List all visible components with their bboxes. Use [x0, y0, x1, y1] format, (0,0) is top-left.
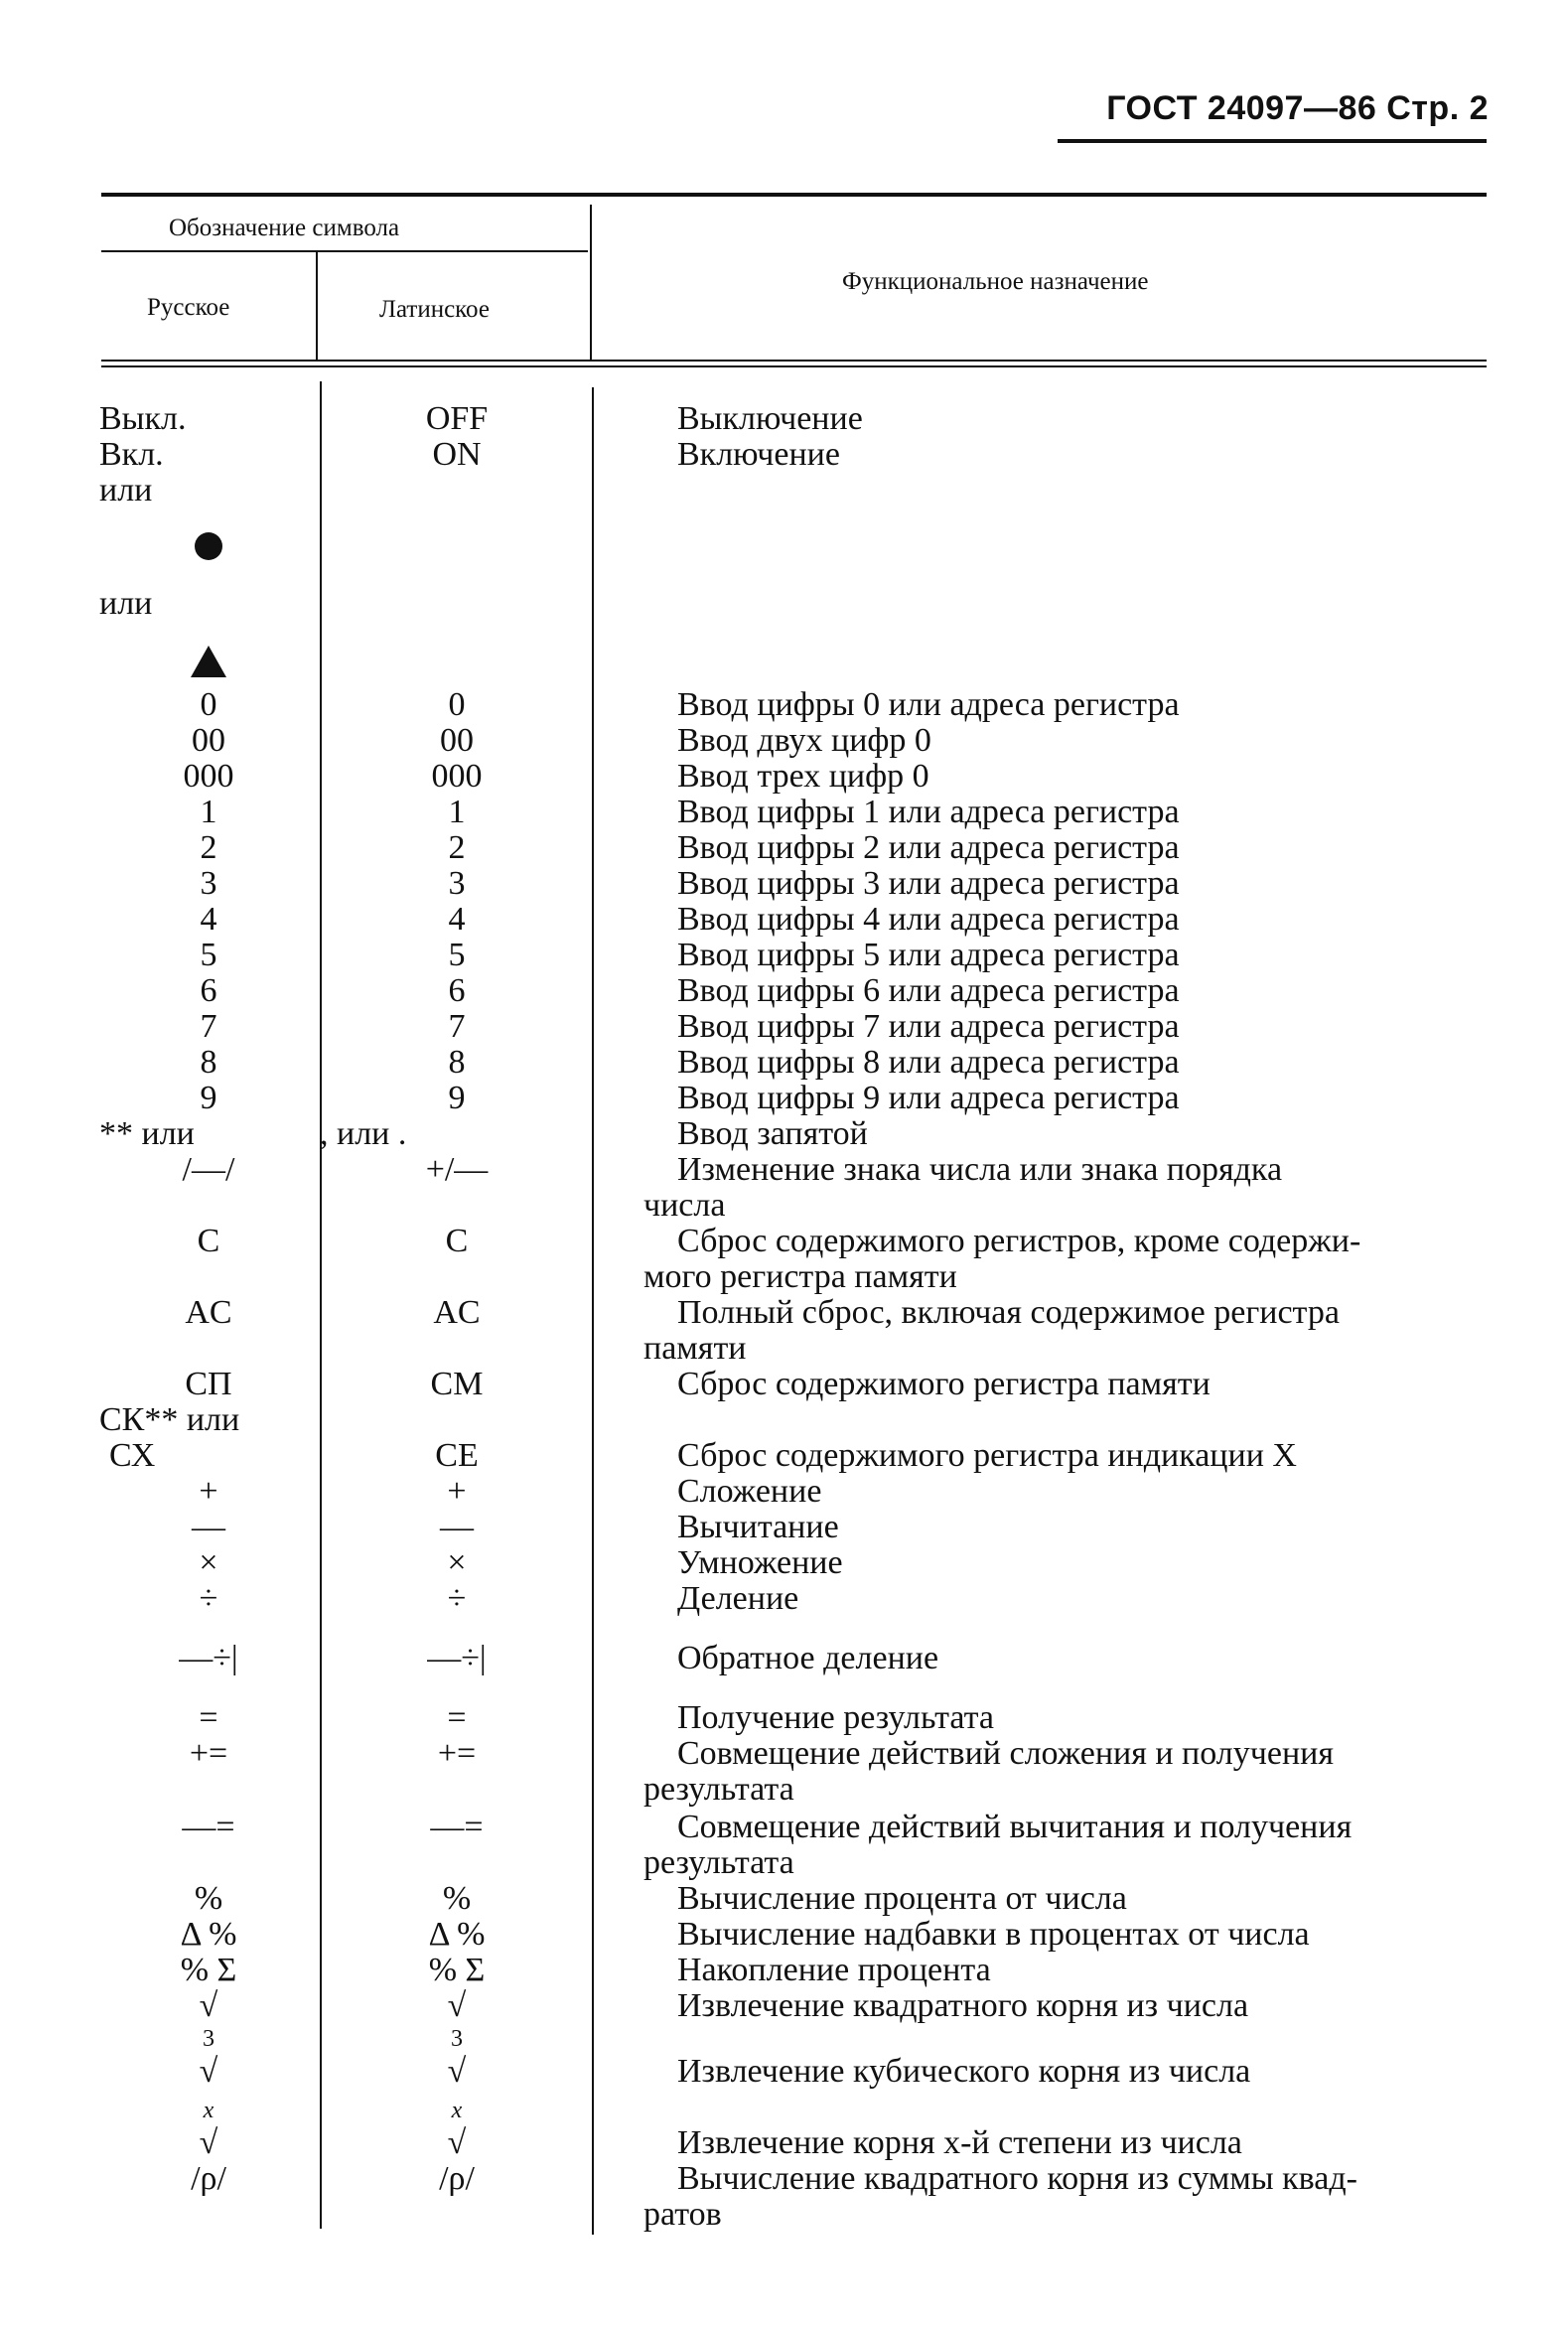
ru-cell: 00	[192, 722, 225, 759]
triangle-icon	[99, 646, 318, 685]
header-double-rule-2	[101, 365, 1487, 367]
la-cell: Δ %	[428, 1916, 486, 1953]
fn-line: Совмещение действий вычитания и получения	[677, 1809, 1353, 1845]
ru-cell: +	[199, 1473, 218, 1510]
la-cell: , или .	[320, 1115, 407, 1152]
fn-cell: Ввод цифры 7 или адреса регистра	[677, 1008, 1180, 1045]
la-cell: 0	[448, 686, 466, 723]
fn-line: Совмещение действий сложения и получения	[677, 1735, 1334, 1772]
fn-line-cont: результата	[643, 1844, 794, 1881]
la-cell: 9	[448, 1080, 466, 1116]
fn-cell: Сложение	[677, 1473, 822, 1510]
fn-cell: Деление	[677, 1580, 799, 1617]
ru-cell: =	[199, 1699, 218, 1736]
fn-cell: Извлечение квадратного корня из числа	[677, 1987, 1249, 2024]
fn-cell: Сброс содержимого регистра памяти	[677, 1366, 1211, 1402]
ru-cell: ÷	[199, 1580, 218, 1617]
ru-cell: или	[99, 585, 153, 622]
fn-line-cont: памяти	[643, 1330, 747, 1367]
ru-cell: 0	[200, 686, 217, 723]
ru-cell: —÷|	[179, 1640, 238, 1676]
fn-cell	[643, 2161, 1488, 2233]
fn-cell: Ввод двух цифр 0	[677, 722, 931, 759]
fn-cell: Ввод запятой	[677, 1115, 868, 1152]
la-cell: 3	[448, 865, 466, 902]
la-cell: √	[447, 2124, 467, 2161]
header-subrule	[101, 250, 588, 252]
header-latin: Латинское	[379, 296, 490, 323]
fn-cell: Ввод цифры 4 или адреса регистра	[677, 901, 1180, 938]
ru-cell: 2	[200, 829, 217, 866]
fn-line-cont: мого регистра памяти	[643, 1258, 957, 1295]
circle-icon	[99, 532, 318, 568]
ru-cell: СП	[185, 1366, 232, 1402]
ru-cell: √	[199, 2053, 218, 2090]
ru-sup: x	[203, 2098, 214, 2123]
la-cell: 5	[448, 937, 466, 973]
ru-cell: —=	[182, 1809, 235, 1845]
ru-cell: 6	[200, 972, 217, 1009]
fn-cell: Ввод цифры 6 или адреса регистра	[677, 972, 1180, 1009]
la-cell: AC	[433, 1294, 481, 1331]
header-russian: Русское	[147, 294, 230, 321]
la-cell: √	[447, 1987, 467, 2024]
la-cell: +	[447, 1473, 467, 1510]
fn-cell: Сброс содержимого регистра индикации X	[677, 1437, 1297, 1474]
la-cell: —÷|	[427, 1640, 487, 1676]
la-cell: 4	[448, 901, 466, 938]
ru-cell: или	[99, 472, 153, 509]
la-cell: ×	[447, 1544, 467, 1581]
fn-cell: Ввод цифры 3 или адреса регистра	[677, 865, 1180, 902]
la-cell: OFF	[425, 400, 489, 437]
ru-cell: %	[194, 1880, 223, 1917]
fn-line-cont: результата	[643, 1771, 794, 1808]
la-cell: —=	[430, 1809, 484, 1845]
ru-cell: AC	[185, 1294, 232, 1331]
fn-cell: Ввод цифры 5 или адреса регистра	[677, 937, 1180, 973]
ru-cell: /—/	[182, 1151, 235, 1188]
header-symbol: Обозначение символа	[169, 215, 400, 241]
la-cell: 6	[448, 972, 466, 1009]
la-cell: % Σ	[428, 1952, 486, 1988]
fn-cell	[643, 1295, 1488, 1367]
fn-cell: Ввод трех цифр 0	[677, 758, 929, 795]
la-cell: CE	[435, 1437, 479, 1474]
page-header: ГОСТ 24097—86 Стр. 2	[1106, 89, 1489, 127]
fn-line-cont: ратов	[643, 2196, 722, 2233]
fn-cell: Обратное деление	[677, 1640, 939, 1676]
la-sup: 3	[451, 2026, 463, 2052]
la-cell: 1	[448, 794, 466, 830]
ru-cell: 7	[200, 1008, 217, 1045]
column-divider-2	[592, 387, 594, 2235]
ru-cell: 1	[200, 794, 217, 830]
fn-cell: Вычисление процента от числа	[677, 1880, 1127, 1917]
ru-cell: 4	[200, 901, 217, 938]
la-cell: C	[445, 1223, 469, 1259]
fn-cell: Ввод цифры 1 или адреса регистра	[677, 794, 1180, 830]
fn-cell: Умножение	[677, 1544, 843, 1581]
ru-cell: C	[197, 1223, 220, 1259]
fn-cell	[643, 1152, 1488, 1224]
fn-cell: Извлечение корня x-й степени из числа	[677, 2124, 1242, 2161]
header-divider-sub	[316, 252, 318, 360]
la-sup: x	[451, 2098, 463, 2123]
ru-cell: ×	[199, 1544, 218, 1581]
fn-cell: Выключение	[677, 400, 863, 437]
la-cell: 2	[448, 829, 466, 866]
la-cell: 8	[448, 1044, 466, 1081]
ru-cell: +=	[189, 1735, 228, 1772]
la-cell: 000	[431, 758, 483, 795]
ru-cell: 5	[200, 937, 217, 973]
ru-cell: 3	[200, 865, 217, 902]
ru-cell: 9	[200, 1080, 217, 1116]
fn-line: Вычисление квадратного корня из суммы квад-	[677, 2160, 1357, 2197]
ru-cell: /ρ/	[191, 2160, 226, 2197]
ru-cell: % Σ	[180, 1952, 237, 1988]
ru-cell: —	[192, 1509, 225, 1545]
ru-cell: √	[199, 1987, 218, 2024]
header-rule	[1058, 139, 1487, 143]
la-cell: 00	[440, 722, 474, 759]
fn-cell: Накопление процента	[677, 1952, 991, 1988]
la-cell: /ρ/	[439, 2160, 475, 2197]
fn-cell: Вычисление надбавки в процентах от числа	[677, 1916, 1310, 1953]
fn-line: Изменение знака числа или знака порядка	[677, 1151, 1283, 1188]
fn-cell: Извлечение кубического корня из числа	[677, 2053, 1251, 2090]
header-double-rule-1	[101, 360, 1487, 362]
ru-cell: Выкл.	[99, 400, 187, 437]
ru-cell: Вкл.	[99, 436, 164, 473]
fn-cell	[643, 1224, 1488, 1295]
fn-cell: Вычитание	[677, 1509, 839, 1545]
ru-cell: 000	[183, 758, 234, 795]
la-cell: ON	[432, 436, 482, 473]
fn-line: Полный сброс, включая содержимое регистра	[677, 1294, 1340, 1331]
ru-cell: Δ %	[180, 1916, 237, 1953]
table-top-rule	[101, 193, 1487, 197]
la-cell: 7	[448, 1008, 466, 1045]
fn-line-cont: числа	[643, 1187, 726, 1224]
la-cell: ÷	[447, 1580, 467, 1617]
la-cell: CM	[430, 1366, 484, 1402]
la-cell: =	[447, 1699, 467, 1736]
header-function: Функциональное назначение	[842, 268, 1149, 295]
la-cell: +=	[437, 1735, 477, 1772]
la-cell: —	[440, 1509, 474, 1545]
ru-cell: СХ	[109, 1437, 156, 1474]
fn-cell	[643, 1810, 1488, 1881]
la-cell: %	[442, 1880, 472, 1917]
fn-cell: Ввод цифры 2 или адреса регистра	[677, 829, 1180, 866]
fn-cell	[643, 1736, 1488, 1808]
header-divider	[590, 205, 592, 360]
la-cell: +/—	[425, 1151, 489, 1188]
fn-line: Сброс содержимого регистров, кроме содержи-	[677, 1223, 1361, 1259]
fn-cell: Ввод цифры 0 или адреса регистра	[677, 686, 1180, 723]
ru-cell: СК** или	[99, 1401, 240, 1438]
fn-cell: Ввод цифры 8 или адреса регистра	[677, 1044, 1180, 1081]
fn-cell: Получение результата	[677, 1699, 994, 1736]
fn-cell: Ввод цифры 9 или адреса регистра	[677, 1080, 1180, 1116]
ru-cell: 8	[200, 1044, 217, 1081]
ru-cell: ** или	[99, 1115, 195, 1152]
column-divider-1	[320, 381, 322, 2229]
la-cell: √	[447, 2053, 467, 2090]
ru-sup: 3	[203, 2026, 214, 2052]
ru-cell: √	[199, 2124, 218, 2161]
fn-cell: Включение	[677, 436, 840, 473]
